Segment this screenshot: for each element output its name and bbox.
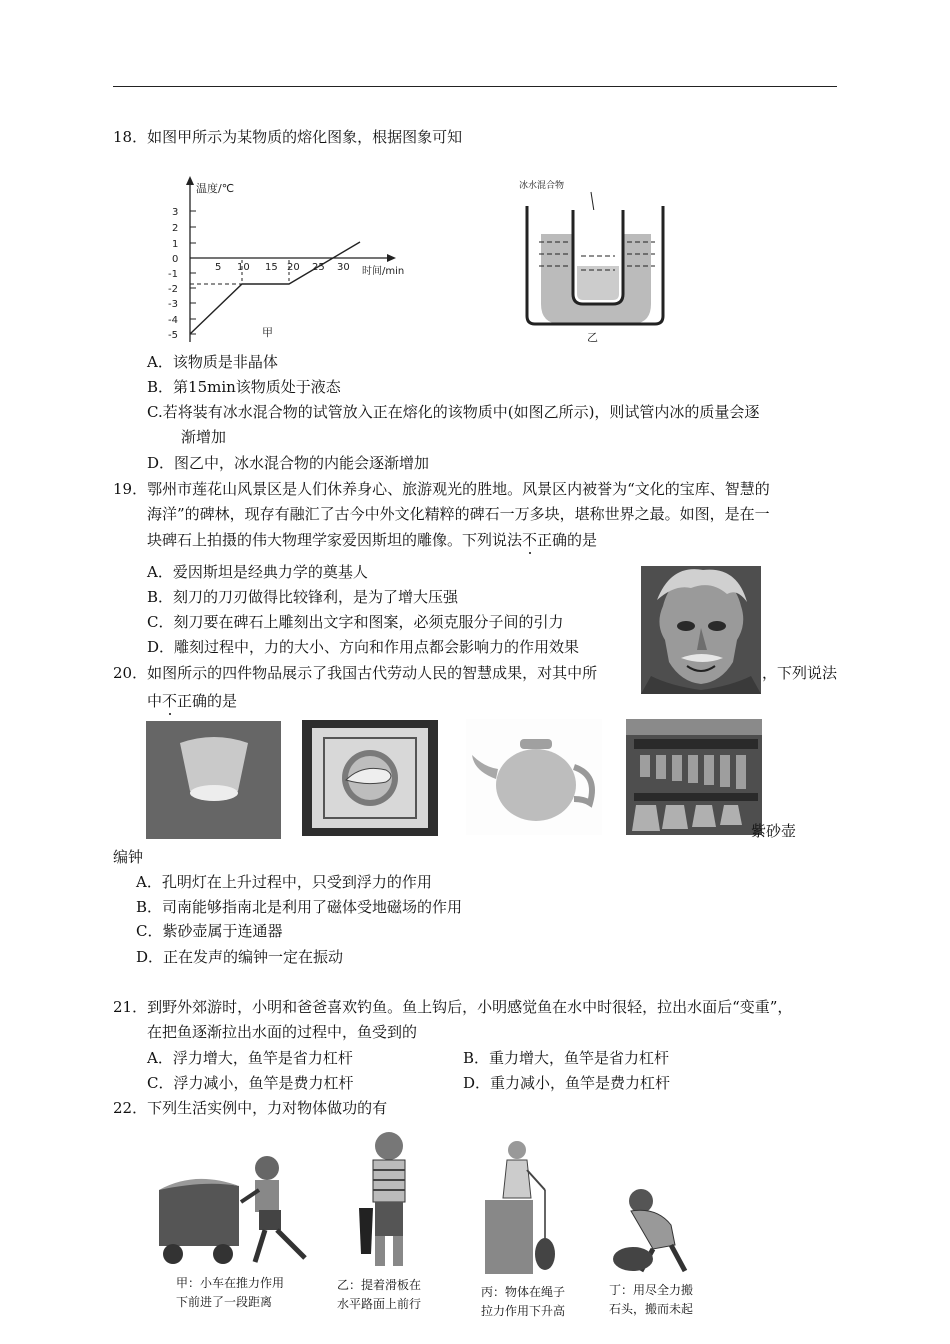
ytick-1: 1: [172, 239, 179, 250]
ytick-2: 2: [172, 223, 179, 234]
q21-stem-line2: 在把鱼逐渐拉出水面的过程中，鱼受到的: [147, 1023, 418, 1041]
q18-option-a: A．该物质是非晶体: [147, 353, 278, 371]
emphasis-not: 不: [522, 531, 538, 549]
q21-option-c: C．浮力减小，鱼竿是费力杠杆: [147, 1074, 354, 1092]
q18-option-b: B．第15min该物质处于液态: [147, 378, 341, 396]
bells-caption-fragment: 编钟: [113, 848, 144, 866]
q18-option-d: D．图乙中，冰水混合物的内能会逐渐增加: [147, 454, 430, 472]
emphasis-not: 不: [162, 692, 178, 710]
q20-option-b: B．司南能够指南北是利用了磁体受地磁场的作用: [136, 898, 463, 916]
y-axis-arrow: [186, 176, 194, 185]
compass-sinan-image: [302, 720, 438, 836]
xtick-20: 20: [287, 262, 300, 273]
sky-lantern-image: [146, 721, 281, 839]
x-axis-arrow: [387, 254, 396, 262]
xtick-15: 15: [265, 262, 278, 273]
einstein-carving-image: [641, 566, 761, 694]
q21-stem-line1: 21．到野外郊游时，小明和爸爸喜欢钓鱼。鱼上钩后，小明感觉鱼在水中时很轻，拉出水面后“变重”，: [113, 998, 793, 1016]
q22-stem: 22．下列生活实例中，力对物体做功的有: [113, 1099, 388, 1117]
ytick-m1: -1: [168, 269, 178, 280]
q18-option-c: C.若将装有冰水混合物的试管放入正在熔化的该物质中(如图乙所示)，则试管内冰的质量会逐: [147, 403, 760, 421]
q19-option-a: A．爱因斯坦是经典力学的奠基人: [147, 563, 368, 581]
q19-stem-line2: 海洋”的碑林，现存有融汇了古今中外文化精粹的碑石一万多块，堪称世界之最。如图，是在一: [147, 505, 770, 523]
xtick-25: 25: [312, 262, 325, 273]
lifting-rope-illustration: [485, 1140, 575, 1275]
ytick-3: 3: [172, 207, 179, 218]
graph-origin: 0: [172, 254, 179, 265]
q20-stem-line1a: 20．如图所示的四件物品展示了我国古代劳动人民的智慧成果，对其中所: [113, 664, 598, 682]
melting-graph: [160, 172, 430, 347]
beaker-figure: [515, 176, 665, 346]
q19-option-b: B．刻刀的刀刃做得比较锋利，是为了增大压强: [147, 588, 459, 606]
ytick-m3: -3: [168, 299, 178, 310]
q20-option-c: C．紫砂壶属于连通器: [136, 922, 283, 940]
carry-skateboard-illustration: [355, 1128, 435, 1273]
q20-option-d: D．正在发声的编钟一定在振动: [136, 948, 344, 966]
q20-option-a: A．孔明灯在上升过程中，只受到浮力的作用: [136, 873, 432, 891]
xtick-30: 30: [337, 262, 350, 273]
y-ticks: [168, 207, 196, 341]
x-ticks: [215, 262, 350, 273]
header-rule: [113, 86, 837, 87]
purple-clay-teapot-image: [466, 719, 602, 835]
beaker-caption: 乙: [587, 331, 598, 344]
caption-ding: 丁：用尽全力搬 石头，搬而未起: [609, 1283, 694, 1316]
caption-yi: 乙：提着滑板在 水平路面上前行: [337, 1278, 422, 1311]
graph-xlabel: 时间/min: [362, 266, 405, 277]
q18-option-c-cont: 渐增加: [181, 428, 227, 446]
ytick-m2: -2: [168, 284, 178, 295]
q19-option-c: C．刻刀要在碑石上雕刻出文字和图案，必须克服分子间的引力: [147, 613, 564, 631]
q20-stem-line2: 中不正确的是: [147, 692, 238, 710]
xtick-5: 5: [215, 262, 222, 273]
lift-stone-illustration: [605, 1185, 715, 1275]
caption-jia: 甲：小车在推力作用 下前进了一段距离: [176, 1276, 285, 1309]
q19-stem-line1: 19．鄂州市莲花山风景区是人们休养身心、旅游观光的胜地。风景区内被誉为“文化的宝库、智慧的: [113, 480, 770, 498]
beaker-label: 冰水混合物: [519, 181, 565, 191]
q19-stem-line3: 块碑石上拍摄的伟大物理学家爱因斯坦的雕像。下列说法不正确的是: [147, 531, 598, 549]
tube-mixture: [577, 266, 619, 300]
q21-option-d: D．重力减小，鱼竿是费力杠杆: [463, 1074, 671, 1092]
xtick-10: 10: [237, 262, 250, 273]
cart-push-illustration: [155, 1150, 325, 1270]
q19-option-d: D．雕刻过程中，力的大小、方向和作用点都会影响力的作用效果: [147, 638, 580, 656]
q18-stem: 18．如图甲所示为某物质的熔化图象，根据图象可知: [113, 128, 463, 146]
melting-curve: [190, 242, 360, 334]
chime-bells-image: [626, 719, 762, 835]
q21-option-b: B．重力增大，鱼竿是省力杠杆: [463, 1049, 670, 1067]
q21-option-a: A．浮力增大，鱼竿是省力杠杆: [147, 1049, 353, 1067]
ytick-m4: -4: [168, 315, 178, 326]
graph-caption: 甲: [262, 326, 273, 339]
graph-ylabel: 温度/℃: [196, 182, 235, 195]
ytick-m5: -5: [168, 330, 178, 341]
caption-bing: 丙：物体在绳子 拉力作用下升高: [481, 1285, 566, 1318]
teapot-caption-fragment: 紫砂壶: [751, 822, 797, 840]
q20-stem-line1b: ，下列说法: [762, 664, 838, 682]
